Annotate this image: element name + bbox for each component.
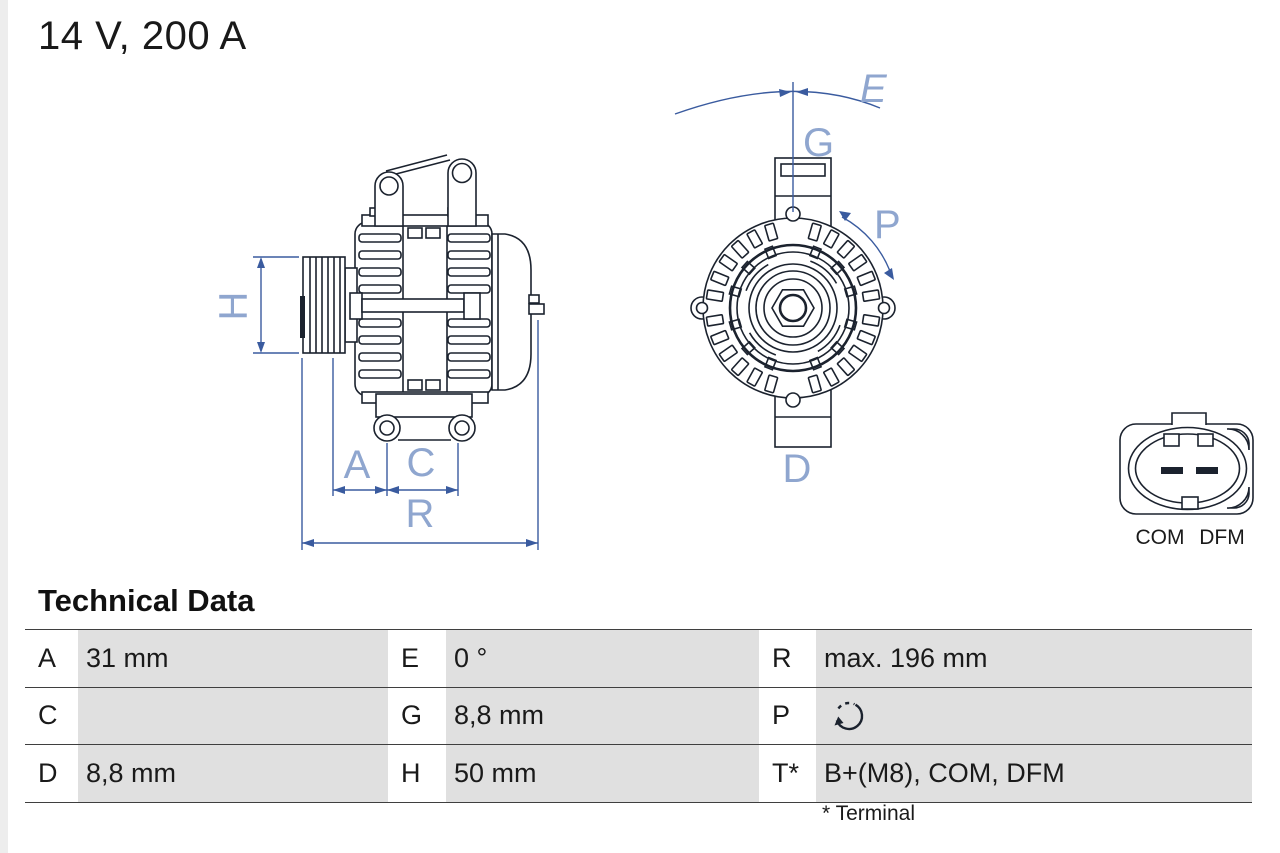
rating-title: 14 V, 200 A (38, 14, 247, 58)
technical-data-heading: Technical Data (38, 583, 255, 618)
param-value: max. 196 mm (816, 630, 1252, 687)
connector-label-com: COM (1135, 526, 1185, 549)
bottom-mounting-bracket (374, 394, 475, 441)
terminal-stud (529, 295, 544, 314)
param-value: 50 mm (446, 745, 759, 802)
terminal-footnote: * Terminal (822, 802, 915, 825)
rear-cover (492, 234, 531, 390)
param-value (78, 688, 388, 745)
param-label: D (25, 745, 78, 802)
dim-label-g: G (803, 121, 835, 165)
param-value-rotation (816, 688, 1252, 745)
param-label: A (25, 630, 78, 687)
param-value: B+(M8), COM, DFM (816, 745, 1252, 802)
technical-data-table (25, 629, 1252, 803)
param-label: C (25, 688, 78, 745)
dim-label-d: D (782, 447, 812, 491)
param-value: 0 ° (446, 630, 759, 687)
param-label: T* (759, 745, 816, 802)
dim-label-e: E (860, 67, 887, 111)
dim-label-r: R (405, 492, 435, 536)
param-label: G (388, 688, 446, 745)
param-label: E (388, 630, 446, 687)
param-value: 31 mm (78, 630, 388, 687)
shaft-hub (300, 296, 305, 338)
dim-label-h: H (211, 291, 256, 321)
connector-diagram (1120, 413, 1253, 549)
dim-label-p: P (874, 203, 901, 247)
param-label: H (388, 745, 446, 802)
dim-label-c: C (406, 441, 436, 485)
table-row (25, 688, 1252, 746)
param-label: R (759, 630, 816, 687)
table-row (25, 630, 1252, 688)
pulley (300, 257, 345, 353)
clockwise-rotation-arrow-icon (830, 697, 868, 735)
param-label: P (759, 688, 816, 745)
param-value: 8,8 mm (78, 745, 388, 802)
param-value: 8,8 mm (446, 688, 759, 745)
front-bottom-lug (775, 390, 831, 447)
connector-label-dfm: DFM (1199, 526, 1245, 549)
front-top-lug (775, 158, 831, 228)
dim-label-a: A (343, 443, 371, 487)
pin-dfm (1196, 467, 1218, 474)
table-row (25, 745, 1252, 803)
pin-com (1161, 467, 1183, 474)
alternator-side-view-drawing (300, 155, 544, 441)
